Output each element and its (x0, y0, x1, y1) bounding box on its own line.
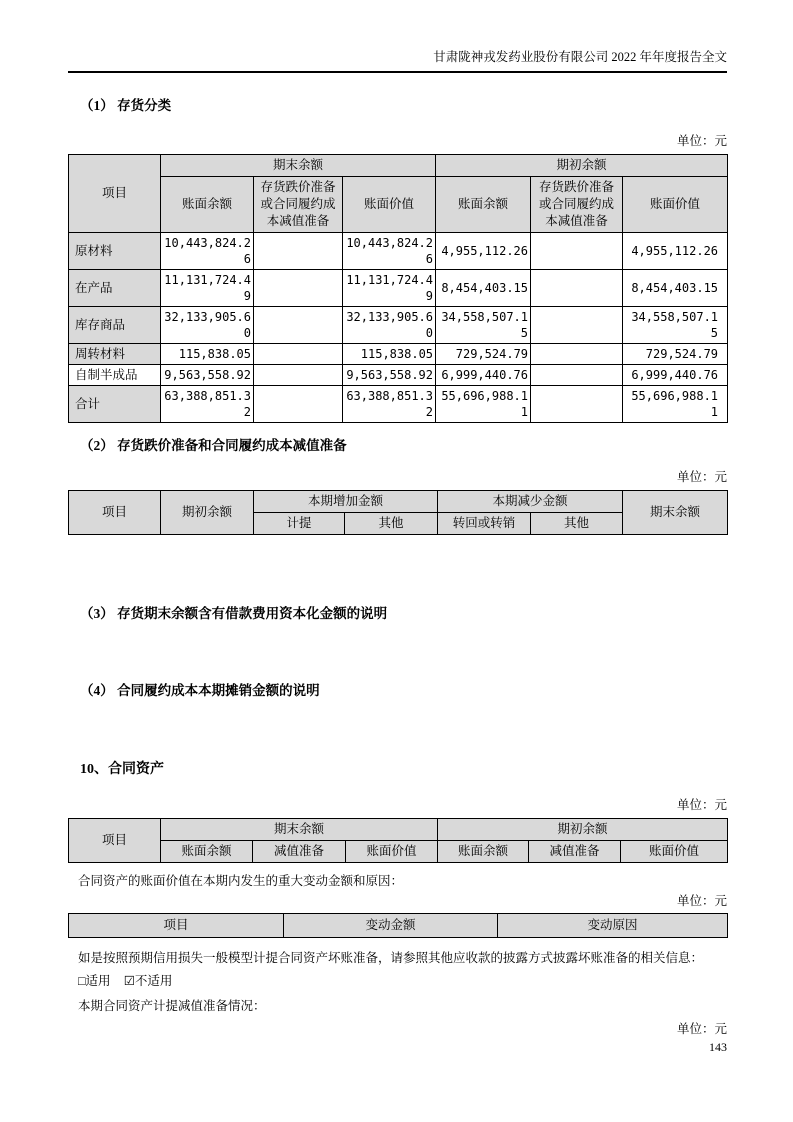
change-table (68, 913, 728, 938)
section-title-inventory-classification: （1） 存货分类 (80, 98, 172, 113)
col-header-provision-beg: 存货跌价准备或合同履约成本减值准备 (531, 177, 623, 233)
change-table-header-row (69, 914, 728, 938)
section-title-capitalized-borrowing-costs: （3） 存货期末余额含有借款费用资本化金额的说明 (80, 606, 388, 621)
cell-end-provision (254, 344, 343, 365)
cell-beg-provision (531, 386, 623, 423)
col-header-provision-end: 存货跌价准备或合同履约成本减值准备 (254, 177, 343, 233)
unit-label: 单位：元 (676, 1022, 727, 1036)
col-header-book-value-beg: 账面价值 (623, 177, 728, 233)
cell-end-provision (254, 270, 343, 307)
col-group-ending-balance: 期末余额 (161, 155, 436, 177)
contract-asset-header-row-columns (69, 841, 728, 863)
checkbox-applicable-unchecked: □适用 (78, 974, 111, 988)
cell-beg-provision (531, 233, 623, 270)
cell-beg-provision (531, 270, 623, 307)
cell-end-value: 9,563,558.92 (343, 365, 436, 386)
row-label: 库存商品 (69, 307, 161, 344)
cell-beg-value: 6,999,440.76 (623, 365, 728, 386)
cell-end-value: 11,131,724.49 (343, 270, 436, 307)
col-header-book-balance-beg: 账面余额 (436, 177, 531, 233)
section-title-inventory-provision: （2） 存货跌价准备和合同履约成本减值准备 (80, 438, 347, 453)
col-group-ending-balance: 期末余额 (161, 819, 438, 841)
cell-beg-value: 729,524.79 (623, 344, 728, 365)
cell-beg-balance: 34,558,507.15 (436, 307, 531, 344)
col-header-item: 项目 (69, 491, 161, 535)
cell-end-value: 10,443,824.26 (343, 233, 436, 270)
col-header-other-decrease: 其他 (531, 513, 623, 535)
row-label: 自制半成品 (69, 365, 161, 386)
col-header-book-value-end: 账面价值 (343, 177, 436, 233)
unit-label: 单位：元 (676, 894, 727, 908)
cell-beg-value: 34,558,507.15 (623, 307, 728, 344)
col-header-book-value-beg: 账面价值 (621, 841, 728, 863)
cell-end-value: 63,388,851.32 (343, 386, 436, 423)
col-group-current-decrease: 本期减少金额 (438, 491, 623, 513)
cell-end-balance: 32,133,905.60 (161, 307, 254, 344)
col-header-impairment-beg: 减值准备 (529, 841, 621, 863)
col-header-item: 项目 (69, 914, 284, 938)
section-title-contract-assets: 10、合同资产 (80, 762, 164, 777)
col-header-change-reason: 变动原因 (498, 914, 728, 938)
col-header-item: 项目 (69, 819, 161, 863)
cell-end-provision (254, 365, 343, 386)
cell-end-provision (254, 386, 343, 423)
provision-header-row-groups (69, 491, 728, 513)
row-label: 在产品 (69, 270, 161, 307)
table-row-total (69, 386, 728, 423)
cell-end-balance: 10,443,824.26 (161, 233, 254, 270)
col-header-item: 项目 (69, 155, 161, 233)
unit-label: 单位：元 (676, 134, 727, 148)
cell-beg-provision (531, 344, 623, 365)
col-header-ending-balance: 期末余额 (623, 491, 728, 535)
doc-header-title: 甘肃陇神戎发药业股份有限公司 2022 年年度报告全文 (433, 50, 727, 64)
cell-end-provision (254, 233, 343, 270)
inventory-header-row-columns (69, 177, 728, 233)
cell-beg-value: 4,955,112.26 (623, 233, 728, 270)
col-header-other-increase: 其他 (345, 513, 438, 535)
inventory-header-row-groups (69, 155, 728, 177)
cell-end-value: 32,133,905.60 (343, 307, 436, 344)
row-label: 原材料 (69, 233, 161, 270)
provision-table (68, 490, 728, 535)
cell-end-balance: 11,131,724.49 (161, 270, 254, 307)
cell-beg-provision (531, 365, 623, 386)
col-header-book-balance-end: 账面余额 (161, 177, 254, 233)
page-number: 143 (709, 1040, 727, 1054)
table-row-raw-materials (69, 233, 728, 270)
table-row-self-made-semi-finished (69, 365, 728, 386)
inventory-table (68, 154, 728, 423)
table-row-finished-goods (69, 307, 728, 344)
col-header-accrual: 计提 (254, 513, 345, 535)
table-row-revolving-materials (69, 344, 728, 365)
col-header-book-value-end: 账面价值 (346, 841, 438, 863)
checkbox-not-applicable-checked: ☑不适用 (123, 974, 173, 988)
cell-beg-provision (531, 307, 623, 344)
cell-beg-balance: 55,696,988.11 (436, 386, 531, 423)
cell-beg-balance: 8,454,403.15 (436, 270, 531, 307)
cell-end-balance: 63,388,851.32 (161, 386, 254, 423)
cell-beg-balance: 729,524.79 (436, 344, 531, 365)
row-label: 合计 (69, 386, 161, 423)
cell-beg-value: 8,454,403.15 (623, 270, 728, 307)
col-header-change-amount: 变动金额 (284, 914, 498, 938)
col-header-book-balance-end: 账面余额 (161, 841, 253, 863)
col-header-impairment-end: 减值准备 (253, 841, 346, 863)
col-group-beginning-balance: 期初余额 (436, 155, 728, 177)
unit-label: 单位：元 (676, 798, 727, 812)
cell-beg-balance: 6,999,440.76 (436, 365, 531, 386)
paragraph-change-intro: 合同资产的账面价值在本期内发生的重大变动金额和原因： (78, 874, 404, 888)
col-header-reversal-writeoff: 转回或转销 (438, 513, 531, 535)
paragraph-current-provision-intro: 本期合同资产计提减值准备情况： (78, 999, 266, 1013)
cell-end-balance: 115,838.05 (161, 344, 254, 365)
contract-asset-table (68, 818, 728, 863)
section-title-contract-cost-amortization: （4） 合同履约成本本期摊销金额的说明 (80, 683, 320, 698)
table-row-work-in-progress (69, 270, 728, 307)
cell-end-provision (254, 307, 343, 344)
unit-label: 单位：元 (676, 470, 727, 484)
paragraph-credit-loss-note: 如是按照预期信用损失一般模型计提合同资产坏账准备，请参照其他应收款的披露方式披露坏账准备的相关信息： (78, 951, 704, 965)
doc-header (68, 0, 727, 73)
col-group-beginning-balance: 期初余额 (438, 819, 728, 841)
row-label: 周转材料 (69, 344, 161, 365)
cell-end-value: 115,838.05 (343, 344, 436, 365)
contract-asset-header-row-groups (69, 819, 728, 841)
col-header-book-balance-beg: 账面余额 (438, 841, 529, 863)
cell-beg-balance: 4,955,112.26 (436, 233, 531, 270)
col-header-beginning-balance: 期初余额 (161, 491, 254, 535)
cell-end-balance: 9,563,558.92 (161, 365, 254, 386)
cell-beg-value: 55,696,988.11 (623, 386, 728, 423)
applicability-options (78, 973, 727, 989)
col-group-current-increase: 本期增加金额 (254, 491, 438, 513)
